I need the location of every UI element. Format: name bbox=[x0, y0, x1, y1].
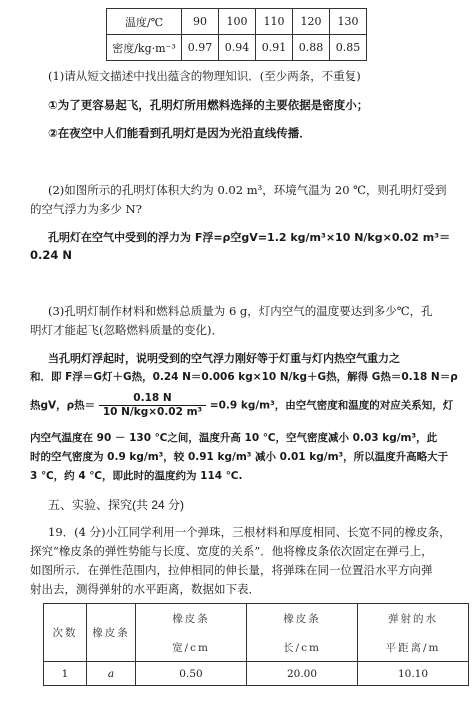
table-cell: 0.50 bbox=[136, 662, 247, 686]
fraction-denominator: 10 N/kg×0.02 m³ bbox=[102, 406, 203, 418]
table-cell: 0.85 bbox=[330, 35, 367, 61]
q2-prompt-line-1: (2)如图所示的孔明灯体积大约为 0.02 m³，环境气温为 20 ℃，则孔明灯受到 bbox=[48, 183, 447, 197]
table-cell: 0.97 bbox=[182, 35, 219, 61]
header-distance-top: 弹射的水 bbox=[388, 612, 438, 625]
header-distance-bottom: 平距离/m bbox=[385, 641, 441, 654]
table-row bbox=[107, 9, 367, 35]
q2-answer-line-1: 孔明灯在空气中受到的浮力为 F浮=ρ空gV=1.2 kg/m³×10 N/kg×0.02 m³＝ bbox=[48, 231, 451, 244]
q3-prompt-line-1: (3)孔明灯制作材料和燃料总质量为 6 g，灯内空气的温度要达到多少℃，孔 bbox=[48, 304, 433, 318]
row-label-density: 密度/kg·m⁻³ bbox=[107, 35, 182, 61]
fraction-numerator: 0.18 N bbox=[99, 392, 206, 406]
table-cell: 100 bbox=[219, 9, 256, 35]
table-row bbox=[107, 35, 367, 61]
table-cell: 120 bbox=[293, 9, 330, 35]
table-header-row bbox=[44, 604, 469, 662]
density-temperature-table bbox=[106, 8, 367, 61]
q19-line-2: 探究“橡皮条的弹性势能与长度、宽度的关系”．他将橡皮条依次固定在弹弓上， bbox=[30, 544, 433, 558]
q2-answer-line-2: 0.24 N bbox=[30, 248, 73, 262]
table-cell: 20.00 bbox=[247, 662, 358, 686]
table-row bbox=[44, 662, 469, 686]
rubber-band-data-table bbox=[43, 603, 469, 686]
q3-answer-line-4: 内空气温度在 90 － 130 ℃之间，温度升高 10 ℃，空气密度减小 0.03 kg/m³，此 bbox=[30, 432, 438, 444]
table-cell: 1 bbox=[44, 662, 87, 686]
q3-answer-prefix: 热gV，ρ热＝ bbox=[30, 399, 96, 412]
table-cell: a bbox=[87, 662, 136, 686]
q1-answer-2: ②在夜空中人们能看到孔明灯是因为光沿直线传播． bbox=[48, 126, 311, 140]
q19-line-4: 射出去，测得弹射的水平距离，数据如下表． bbox=[30, 582, 260, 596]
table-cell: 0.91 bbox=[256, 35, 293, 61]
q1-answer-1: ①为了更容易起飞，孔明灯所用燃料选择的主要依据是密度小； bbox=[48, 98, 369, 112]
row-label-temperature: 温度/℃ bbox=[107, 9, 182, 35]
table-cell: 10.10 bbox=[358, 662, 469, 686]
q3-answer-line-1: 当孔明灯浮起时，说明受到的空气浮力刚好等于灯重与灯内热空气重力之 bbox=[48, 352, 400, 365]
table-cell: 130 bbox=[330, 9, 367, 35]
header-width bbox=[136, 604, 247, 662]
q3-answer-line-2: 和．即 F浮＝G灯＋G热，0.24 N＝0.006 kg×10 N/kg＋G热，解得 G热＝0.18 N＝ρ bbox=[30, 371, 458, 383]
section-heading: 五、实验、探究(共 24 分) bbox=[48, 498, 185, 512]
header-width-bottom: 宽/cm bbox=[172, 641, 210, 654]
table-cell: 110 bbox=[256, 9, 293, 35]
q19-line-3: 如图所示．在弹性范围内，拉伸相同的伸长量，将弹珠在同一位置沿水平方向弹 bbox=[30, 563, 433, 577]
table-cell: 0.88 bbox=[293, 35, 330, 61]
q3-answer-line-3 bbox=[30, 392, 453, 419]
header-length bbox=[247, 604, 358, 662]
q3-answer-line-6: 3 ℃，约 4 ℃，即此时的温度约为 114 ℃. bbox=[30, 470, 243, 482]
q3-prompt-line-2: 明灯才能起飞(忽略燃料质量的变化)． bbox=[30, 323, 223, 337]
q3-answer-line-5: 时的空气密度为 0.9 kg/m³，较 0.91 kg/m³ 减小 0.01 kg/m³，所以温度升高略大于 bbox=[30, 451, 449, 463]
header-distance bbox=[358, 604, 469, 662]
header-length-bottom: 长/cm bbox=[283, 641, 321, 654]
header-length-top: 橡皮条 bbox=[283, 612, 321, 625]
header-band: 橡皮条 bbox=[87, 604, 136, 662]
q3-answer-suffix: =0.9 kg/m³，由空气密度和温度的对应关系知，灯 bbox=[209, 399, 454, 412]
table-cell: 90 bbox=[182, 9, 219, 35]
density-fraction bbox=[99, 392, 206, 419]
q19-line-1: 19．(4 分)小江同学利用一个弹珠，三根材料和厚度相同、长宽不同的橡皮条， bbox=[48, 525, 451, 539]
q1-prompt: (1)请从短文描述中找出蕴含的物理知识．(至少两条，不重复) bbox=[48, 69, 361, 83]
table-cell: 0.94 bbox=[219, 35, 256, 61]
q2-prompt-line-2: 的空气浮力为多少 N? bbox=[30, 202, 142, 216]
header-count: 次数 bbox=[44, 604, 87, 662]
header-width-top: 橡皮条 bbox=[172, 612, 210, 625]
